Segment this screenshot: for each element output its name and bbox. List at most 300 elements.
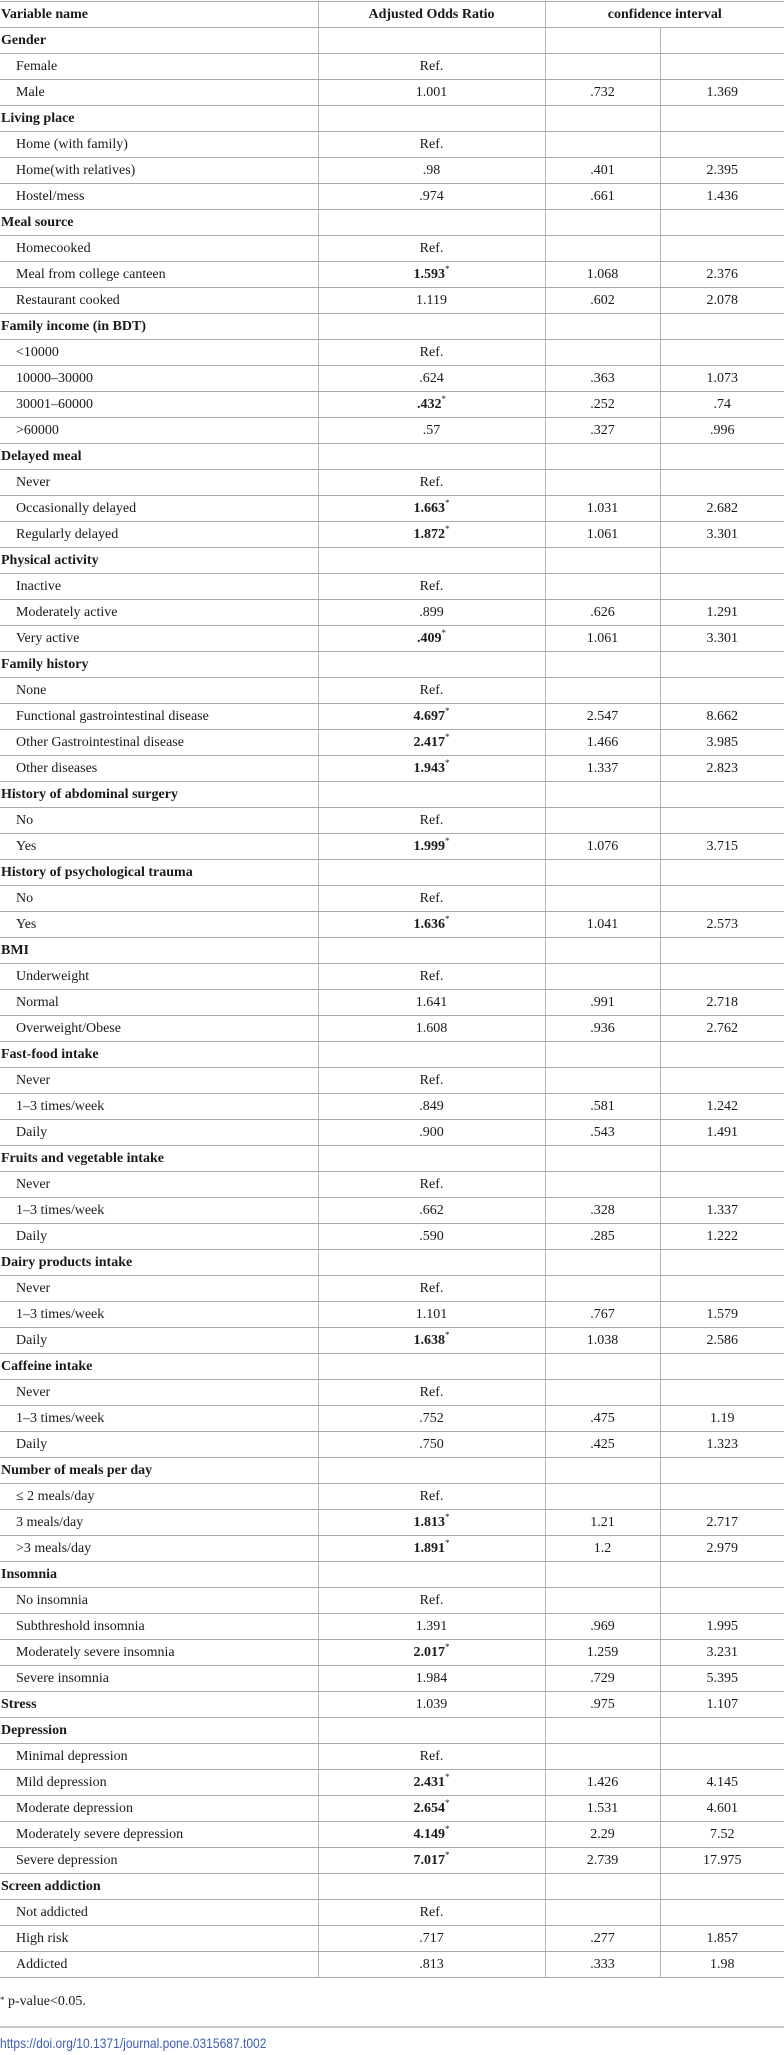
- table-row: [0, 80, 784, 106]
- adjusted-odds-ratio-cell: [318, 782, 545, 808]
- ci-lower-cell: [545, 1484, 660, 1510]
- ci-upper-cell: 2.718: [660, 990, 784, 1016]
- variable-level-label: Severe depression: [0, 1848, 318, 1874]
- ci-lower-cell: [545, 1458, 660, 1484]
- variable-level-label: Moderately severe depression: [0, 1822, 318, 1848]
- ci-lower-cell: .285: [545, 1224, 660, 1250]
- ci-lower-cell: [545, 1900, 660, 1926]
- ci-lower-cell: [545, 1380, 660, 1406]
- ci-lower-cell: [545, 1588, 660, 1614]
- aor-value: 1.636: [413, 917, 445, 932]
- adjusted-odds-ratio-cell: [318, 1224, 545, 1250]
- table-row: [0, 522, 784, 548]
- ci-lower-cell: .277: [545, 1926, 660, 1952]
- variable-level-label: Severe insomnia: [0, 1666, 318, 1692]
- aor-value: Ref.: [419, 1905, 444, 1920]
- ci-lower-cell: [545, 470, 660, 496]
- table-group-row: [0, 1146, 784, 1172]
- footnote-marker: *: [0, 1995, 5, 2005]
- aor-value: 1.813: [413, 1515, 445, 1530]
- significance-marker: *: [445, 706, 450, 716]
- adjusted-odds-ratio-cell: [318, 1094, 545, 1120]
- adjusted-odds-ratio-cell: [318, 314, 545, 340]
- significance-marker: *: [441, 628, 446, 638]
- table-row: [0, 1068, 784, 1094]
- table-row: [0, 730, 784, 756]
- ci-lower-cell: [545, 860, 660, 886]
- adjusted-odds-ratio-cell: [318, 1198, 545, 1224]
- ci-upper-cell: 8.662: [660, 704, 784, 730]
- ci-upper-cell: .74: [660, 392, 784, 418]
- ci-upper-cell: [660, 236, 784, 262]
- significance-marker: *: [445, 1772, 450, 1782]
- table-row: [0, 574, 784, 600]
- ci-upper-cell: [660, 574, 784, 600]
- ci-lower-cell: [545, 1354, 660, 1380]
- variable-level-label: 10000–30000: [0, 366, 318, 392]
- adjusted-odds-ratio-cell: [318, 106, 545, 132]
- adjusted-odds-ratio-cell: [318, 1588, 545, 1614]
- adjusted-odds-ratio-cell: [318, 1536, 545, 1562]
- variable-group-label: BMI: [0, 938, 318, 964]
- table-row: [0, 626, 784, 652]
- footnote: [0, 1994, 86, 2010]
- variable-group-label: Family income (in BDT): [0, 314, 318, 340]
- adjusted-odds-ratio-cell: [318, 210, 545, 236]
- table-row: [0, 1198, 784, 1224]
- variable-level-label: No: [0, 808, 318, 834]
- ci-lower-cell: 1.038: [545, 1328, 660, 1354]
- adjusted-odds-ratio-cell: [318, 1068, 545, 1094]
- ci-lower-cell: [545, 652, 660, 678]
- ci-upper-cell: [660, 860, 784, 886]
- ci-upper-cell: 2.586: [660, 1328, 784, 1354]
- adjusted-odds-ratio-cell: [318, 1016, 545, 1042]
- aor-value: 4.149: [413, 1827, 445, 1842]
- variable-level-label: Restaurant cooked: [0, 288, 318, 314]
- variable-group-label: Stress: [0, 1692, 318, 1718]
- aor-value: Ref.: [419, 59, 444, 74]
- significance-marker: *: [445, 1824, 450, 1834]
- aor-value: Ref.: [419, 241, 444, 256]
- adjusted-odds-ratio-cell: [318, 522, 545, 548]
- ci-upper-cell: [660, 1874, 784, 1900]
- ci-lower-cell: 1.041: [545, 912, 660, 938]
- ci-upper-cell: [660, 340, 784, 366]
- aor-value: 1.119: [416, 293, 447, 308]
- variable-level-label: Moderately active: [0, 600, 318, 626]
- variable-level-label: Very active: [0, 626, 318, 652]
- adjusted-odds-ratio-cell: [318, 1510, 545, 1536]
- ci-upper-cell: [660, 1068, 784, 1094]
- adjusted-odds-ratio-cell: [318, 1328, 545, 1354]
- ci-upper-cell: 2.682: [660, 496, 784, 522]
- ci-lower-cell: .969: [545, 1614, 660, 1640]
- ci-upper-cell: 2.395: [660, 158, 784, 184]
- aor-value: 1.039: [415, 1697, 448, 1712]
- variable-level-label: Never: [0, 470, 318, 496]
- aor-value: Ref.: [419, 683, 444, 698]
- ci-upper-cell: 1.242: [660, 1094, 784, 1120]
- adjusted-odds-ratio-cell: [318, 704, 545, 730]
- ci-upper-cell: 1.995: [660, 1614, 784, 1640]
- aor-value: 1.663: [413, 501, 445, 516]
- variable-group-label: Number of meals per day: [0, 1458, 318, 1484]
- ci-lower-cell: 1.21: [545, 1510, 660, 1536]
- ci-lower-cell: [545, 938, 660, 964]
- variable-level-label: Subthreshold insomnia: [0, 1614, 318, 1640]
- adjusted-odds-ratio-cell: [318, 392, 545, 418]
- variable-level-label: High risk: [0, 1926, 318, 1952]
- adjusted-odds-ratio-cell: [318, 600, 545, 626]
- table-group-row: [0, 1354, 784, 1380]
- aor-value: 2.017: [413, 1645, 445, 1660]
- doi-link[interactable]: https://doi.org/10.1371/journal.pone.0315687.t002: [0, 2035, 267, 2051]
- aor-value: Ref.: [419, 1593, 444, 1608]
- table-group-row: [0, 314, 784, 340]
- ci-upper-cell: [660, 1172, 784, 1198]
- adjusted-odds-ratio-cell: [318, 1796, 545, 1822]
- aor-value: .662: [419, 1203, 444, 1218]
- aor-value: Ref.: [419, 579, 444, 594]
- significance-marker: *: [445, 1330, 450, 1340]
- table-row: [0, 990, 784, 1016]
- ci-lower-cell: [545, 574, 660, 600]
- variable-group-label: Depression: [0, 1718, 318, 1744]
- table-row: [0, 1796, 784, 1822]
- adjusted-odds-ratio-cell: [318, 236, 545, 262]
- table-group-row: [0, 782, 784, 808]
- variable-group-label: Delayed meal: [0, 444, 318, 470]
- ci-lower-cell: [545, 1250, 660, 1276]
- table-row: [0, 1536, 784, 1562]
- variable-level-label: Homecooked: [0, 236, 318, 262]
- footer-divider: [0, 2026, 784, 2028]
- significance-marker: *: [445, 498, 450, 508]
- adjusted-odds-ratio-cell: [318, 1250, 545, 1276]
- aor-value: Ref.: [419, 1749, 444, 1764]
- ci-upper-cell: 5.395: [660, 1666, 784, 1692]
- adjusted-odds-ratio-cell: [318, 80, 545, 106]
- adjusted-odds-ratio-cell: [318, 418, 545, 444]
- ci-lower-cell: .936: [545, 1016, 660, 1042]
- adjusted-odds-ratio-cell: [318, 1302, 545, 1328]
- table-group-row: [0, 1718, 784, 1744]
- table-row: [0, 184, 784, 210]
- ci-upper-cell: [660, 1042, 784, 1068]
- table-row: [0, 1666, 784, 1692]
- aor-value: .899: [419, 605, 444, 620]
- adjusted-odds-ratio-cell: [318, 1484, 545, 1510]
- adjusted-odds-ratio-cell: [318, 1640, 545, 1666]
- ci-upper-cell: [660, 444, 784, 470]
- variable-level-label: Meal from college canteen: [0, 262, 318, 288]
- ci-lower-cell: 1.531: [545, 1796, 660, 1822]
- footnote-text: p-value<0.05.: [4, 1994, 86, 2009]
- aor-value: .900: [419, 1125, 444, 1140]
- table-group-row: [0, 1874, 784, 1900]
- table-group-row: [0, 444, 784, 470]
- ci-upper-cell: 1.073: [660, 366, 784, 392]
- ci-lower-cell: .333: [545, 1952, 660, 1978]
- ci-upper-cell: 4.601: [660, 1796, 784, 1822]
- ci-lower-cell: .252: [545, 392, 660, 418]
- variable-level-label: Underweight: [0, 964, 318, 990]
- adjusted-odds-ratio-cell: [318, 1354, 545, 1380]
- adjusted-odds-ratio-cell: [318, 990, 545, 1016]
- variable-group-label: Physical activity: [0, 548, 318, 574]
- table-row: [0, 54, 784, 80]
- table-group-row: [0, 1042, 784, 1068]
- table-row: [0, 288, 784, 314]
- variable-level-label: No insomnia: [0, 1588, 318, 1614]
- aor-value: Ref.: [419, 1489, 444, 1504]
- aor-value: 1.001: [415, 85, 448, 100]
- ci-lower-cell: .363: [545, 366, 660, 392]
- ci-lower-cell: [545, 886, 660, 912]
- variable-level-label: 1–3 times/week: [0, 1094, 318, 1120]
- variable-level-label: Other Gastrointestinal disease: [0, 730, 318, 756]
- ci-upper-cell: 7.52: [660, 1822, 784, 1848]
- ci-lower-cell: [545, 1718, 660, 1744]
- ci-lower-cell: .729: [545, 1666, 660, 1692]
- ci-upper-cell: 2.979: [660, 1536, 784, 1562]
- variable-level-label: Daily: [0, 1224, 318, 1250]
- adjusted-odds-ratio-cell: [318, 1042, 545, 1068]
- ci-upper-cell: [660, 808, 784, 834]
- ci-lower-cell: [545, 548, 660, 574]
- table-row: [0, 1484, 784, 1510]
- table-row: [0, 1926, 784, 1952]
- ci-upper-cell: 1.19: [660, 1406, 784, 1432]
- ci-upper-cell: .996: [660, 418, 784, 444]
- significance-marker: *: [445, 264, 450, 274]
- aor-value: .98: [422, 163, 441, 178]
- ci-lower-cell: .327: [545, 418, 660, 444]
- ci-upper-cell: 1.337: [660, 1198, 784, 1224]
- ci-lower-cell: .425: [545, 1432, 660, 1458]
- ci-upper-cell: [660, 1250, 784, 1276]
- adjusted-odds-ratio-cell: [318, 1406, 545, 1432]
- ci-upper-cell: 4.145: [660, 1770, 784, 1796]
- table-row: [0, 132, 784, 158]
- aor-value: .717: [419, 1931, 444, 1946]
- variable-group-label: Caffeine intake: [0, 1354, 318, 1380]
- table-row: [0, 1016, 784, 1042]
- variable-level-label: Never: [0, 1380, 318, 1406]
- table-row: [0, 158, 784, 184]
- adjusted-odds-ratio-cell: [318, 1562, 545, 1588]
- variable-level-label: >60000: [0, 418, 318, 444]
- table-row: [0, 418, 784, 444]
- adjusted-odds-ratio-cell: [318, 1458, 545, 1484]
- variable-level-label: Moderate depression: [0, 1796, 318, 1822]
- variable-group-label: Family history: [0, 652, 318, 678]
- table-row: [0, 262, 784, 288]
- adjusted-odds-ratio-cell: [318, 1848, 545, 1874]
- significance-marker: *: [445, 1512, 450, 1522]
- variable-level-label: 1–3 times/week: [0, 1406, 318, 1432]
- aor-value: 1.391: [415, 1619, 448, 1634]
- table-row: [0, 964, 784, 990]
- table-row: [0, 1432, 784, 1458]
- significance-marker: *: [445, 1538, 450, 1548]
- ci-upper-cell: 3.715: [660, 834, 784, 860]
- variable-level-label: Daily: [0, 1432, 318, 1458]
- aor-value: .409: [417, 631, 442, 646]
- table-row: [0, 808, 784, 834]
- ci-lower-cell: 1.061: [545, 522, 660, 548]
- aor-value: .750: [419, 1437, 444, 1452]
- ci-lower-cell: .602: [545, 288, 660, 314]
- table-row: [0, 1822, 784, 1848]
- ci-lower-cell: [545, 678, 660, 704]
- variable-level-label: Mild depression: [0, 1770, 318, 1796]
- table-row: [0, 600, 784, 626]
- variable-group-label: History of abdominal surgery: [0, 782, 318, 808]
- ci-upper-cell: [660, 132, 784, 158]
- ci-lower-cell: 2.29: [545, 1822, 660, 1848]
- variable-level-label: Hostel/mess: [0, 184, 318, 210]
- adjusted-odds-ratio-cell: [318, 912, 545, 938]
- ci-upper-cell: 3.301: [660, 626, 784, 652]
- adjusted-odds-ratio-cell: [318, 886, 545, 912]
- ci-upper-cell: [660, 1354, 784, 1380]
- variable-level-label: >3 meals/day: [0, 1536, 318, 1562]
- aor-value: Ref.: [419, 1177, 444, 1192]
- adjusted-odds-ratio-cell: [318, 340, 545, 366]
- adjusted-odds-ratio-cell: [318, 1172, 545, 1198]
- table-row: [0, 1588, 784, 1614]
- adjusted-odds-ratio-cell: [318, 262, 545, 288]
- aor-value: 1.638: [413, 1333, 445, 1348]
- table-group-row: [0, 860, 784, 886]
- ci-upper-cell: [660, 1562, 784, 1588]
- variable-level-label: Male: [0, 80, 318, 106]
- table-row: [0, 1614, 784, 1640]
- ci-lower-cell: [545, 28, 660, 54]
- ci-upper-cell: [660, 28, 784, 54]
- ci-lower-cell: [545, 106, 660, 132]
- adjusted-odds-ratio-cell: [318, 1120, 545, 1146]
- ci-lower-cell: .401: [545, 158, 660, 184]
- variable-level-label: Home (with family): [0, 132, 318, 158]
- adjusted-odds-ratio-cell: [318, 860, 545, 886]
- ci-upper-cell: [660, 314, 784, 340]
- ci-upper-cell: [660, 54, 784, 80]
- aor-value: .849: [419, 1099, 444, 1114]
- significance-marker: *: [445, 1642, 450, 1652]
- ci-lower-cell: [545, 1172, 660, 1198]
- significance-marker: *: [445, 1798, 450, 1808]
- adjusted-odds-ratio-cell: [318, 288, 545, 314]
- table-row: [0, 1900, 784, 1926]
- ci-upper-cell: 1.98: [660, 1952, 784, 1978]
- variable-level-label: Female: [0, 54, 318, 80]
- ci-lower-cell: [545, 314, 660, 340]
- ci-lower-cell: [545, 340, 660, 366]
- ci-upper-cell: [660, 1276, 784, 1302]
- aor-value: 2.417: [413, 735, 445, 750]
- table-row: [0, 1744, 784, 1770]
- table-body: [0, 28, 784, 1978]
- variable-level-label: Addicted: [0, 1952, 318, 1978]
- adjusted-odds-ratio-cell: [318, 158, 545, 184]
- adjusted-odds-ratio-cell: [318, 1692, 545, 1718]
- ci-upper-cell: 3.231: [660, 1640, 784, 1666]
- ci-upper-cell: [660, 1718, 784, 1744]
- variable-level-label: 30001–60000: [0, 392, 318, 418]
- variable-level-label: Occasionally delayed: [0, 496, 318, 522]
- table-row: [0, 1952, 784, 1978]
- ci-lower-cell: [545, 1042, 660, 1068]
- ci-lower-cell: .543: [545, 1120, 660, 1146]
- ci-upper-cell: [660, 886, 784, 912]
- ci-lower-cell: [545, 444, 660, 470]
- table-header-row: [0, 2, 784, 28]
- aor-value: 1.872: [413, 527, 445, 542]
- variable-level-label: <10000: [0, 340, 318, 366]
- adjusted-odds-ratio-cell: [318, 1432, 545, 1458]
- variable-level-label: Overweight/Obese: [0, 1016, 318, 1042]
- ci-upper-cell: [660, 470, 784, 496]
- table-group-row: [0, 1692, 784, 1718]
- adjusted-odds-ratio-cell: [318, 938, 545, 964]
- table-row: [0, 392, 784, 418]
- header-adjusted-odds-ratio: Adjusted Odds Ratio: [318, 2, 545, 28]
- aor-value: 1.984: [415, 1671, 448, 1686]
- variable-level-label: Regularly delayed: [0, 522, 318, 548]
- adjusted-odds-ratio-cell: [318, 1900, 545, 1926]
- table-row: [0, 834, 784, 860]
- table-row: [0, 1510, 784, 1536]
- aor-value: 1.999: [413, 839, 445, 854]
- aor-value: .590: [419, 1229, 444, 1244]
- ci-lower-cell: .475: [545, 1406, 660, 1432]
- ci-upper-cell: [660, 1458, 784, 1484]
- ci-upper-cell: 1.369: [660, 80, 784, 106]
- adjusted-odds-ratio-cell: [318, 496, 545, 522]
- aor-value: Ref.: [419, 891, 444, 906]
- significance-marker: *: [445, 524, 450, 534]
- adjusted-odds-ratio-cell: [318, 1874, 545, 1900]
- variable-level-label: Daily: [0, 1328, 318, 1354]
- ci-lower-cell: .626: [545, 600, 660, 626]
- variable-group-label: Screen addiction: [0, 1874, 318, 1900]
- aor-value: 2.431: [413, 1775, 445, 1790]
- ci-lower-cell: [545, 1068, 660, 1094]
- variable-group-label: Dairy products intake: [0, 1250, 318, 1276]
- table-group-row: [0, 938, 784, 964]
- aor-value: Ref.: [419, 137, 444, 152]
- variable-level-label: Never: [0, 1068, 318, 1094]
- aor-value: .813: [419, 1957, 444, 1972]
- ci-lower-cell: 1.426: [545, 1770, 660, 1796]
- adjusted-odds-ratio-cell: [318, 756, 545, 782]
- table-row: [0, 236, 784, 262]
- ci-lower-cell: 1.061: [545, 626, 660, 652]
- adjusted-odds-ratio-cell: [318, 1770, 545, 1796]
- ci-upper-cell: [660, 548, 784, 574]
- aor-value: .57: [422, 423, 441, 438]
- aor-value: 1.593: [413, 267, 445, 282]
- table-row: [0, 1640, 784, 1666]
- table-row: [0, 366, 784, 392]
- odds-ratio-table: [0, 1, 784, 1978]
- variable-group-label: Living place: [0, 106, 318, 132]
- table-row: [0, 1380, 784, 1406]
- table-row: [0, 496, 784, 522]
